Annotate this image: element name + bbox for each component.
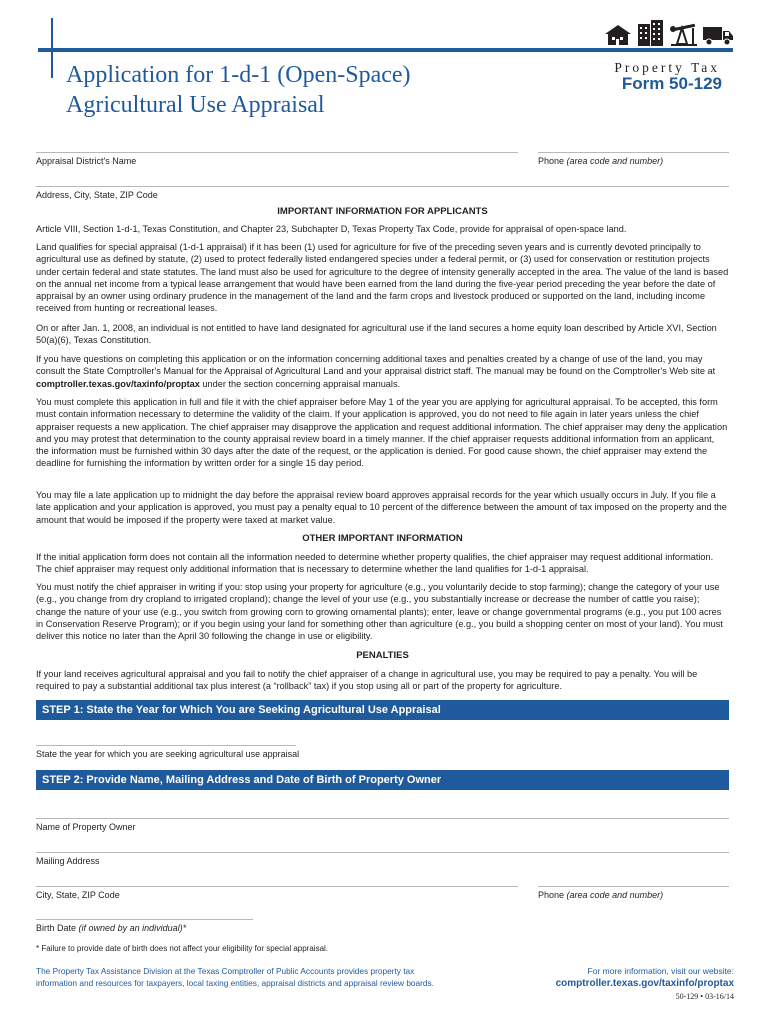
step2-banner: STEP 2: Provide Name, Mailing Address and Date of Birth of Property Owner — [36, 770, 729, 790]
form-category: Property Tax — [614, 60, 720, 75]
owner-phone-label: Phone — [538, 890, 565, 900]
comptroller-link[interactable]: comptroller.texas.gov/taxinfo/proptax — [36, 378, 200, 389]
birth-date-field[interactable] — [36, 919, 253, 933]
header-rule — [38, 48, 733, 52]
important-heading: IMPORTANT INFORMATION FOR APPLICANTS — [277, 206, 488, 217]
building-icon — [636, 18, 666, 46]
district-phone-field[interactable] — [538, 152, 729, 166]
owner-name-field[interactable] — [36, 818, 729, 832]
birth-date-hint: (if owned by an individual)* — [78, 923, 187, 933]
form-version: 50-129 • 03-16/14 — [675, 992, 734, 1001]
district-phone-hint: (area code and number) — [566, 156, 664, 166]
important-p5: You must complete this application in full and file it with the chief appraiser before May 1 of the year you are applying for agricultural appraisal. To be accepted, this form must contain information necessary to determine the validity of the claim. If your application is approved, you do not need to file again in later years unless the chief appraiser requests a new application. The chief appraiser may disapprove the application and request additional information. The chief appraiser may deny the application and you may protest that determination to the county appraisal review board in a timely manner. If the chief appraiser requests additional information from an applicant, the information must be furnished within 30 days after the date of the request, or the application is denied. For good cause shown, the chief appraiser may extend the deadline for furnishing the information by written order for a single 15 day period. — [36, 397, 728, 469]
footer-url-link[interactable]: comptroller.texas.gov/taxinfo/proptax — [555, 978, 734, 989]
owner-city-field[interactable] — [36, 886, 518, 900]
other-p1: If the initial application form does not contain all the information needed to determine whether property qualifies, the chief appraiser may request additional information. The chief appraiser may request only additional information that is necessary to determine whether the land qualifies for 1-d-1 appraisal. — [36, 552, 714, 575]
important-p4: If you have questions on completing this application or on the information concerning additional taxes and penalties created by a change of use of the land, you may consult the State Comptroller's Manual for the Appraisal of Agricultural Land and your appraisal district staff. The manual may be found on the Comptroller's Web site at comptroller.texas.gov/taxinfo/proptax under the section concerning appraisal manuals. — [36, 354, 716, 389]
other-p2: You must notify the chief appraiser in writing if you: stop using your property for agriculture (e.g., you voluntarily decide to stop farming); change the category of your use (e.g., you change from dry cropland to irrigated cropland); change the level of your use (e.g., you substantially increase or decrease the number of cattle you raise); change the nature of your use (e.g., you switch from growing corn to growing ornamental plants); enter, leave or change governmental programs (e.g., you put 100 acres in Conservation Reserve Program); or if you begin using your land for something other than agriculture (e.g., you build a shopping center on most of your land). You must deliver this notice no later than the April 30 following the change in use or eligibility. — [36, 582, 723, 642]
penalties-p1: If your land receives agricultural appraisal and you fail to notify the chief appraiser of a change in agricultural use, you may be required to pay a penalty. You will be required to pay a substantial additional tax plus interest (a “rollback” tax) if you stop using all or part of the property for agriculture. — [36, 669, 698, 692]
owner-name-label: Name of Property Owner — [36, 822, 136, 832]
form-number: Form 50-129 — [621, 74, 722, 93]
important-p3: On or after Jan. 1, 2008, an individual is not entitled to have land designated for agricultural use if the land secures a home equity loan described by Article XVI, Section 50(a)(6), Texas Constitution. — [36, 323, 717, 346]
step1-banner: STEP 1: State the Year for Which You are Seeking Agricultural Use Appraisal — [36, 700, 729, 720]
owner-phone-field[interactable] — [538, 886, 729, 900]
form-title-line1: Application for 1-d-1 (Open-Space) — [66, 62, 411, 88]
mailing-address-label: Mailing Address — [36, 856, 100, 866]
district-phone-label: Phone — [538, 156, 565, 166]
owner-phone-hint: (area code and number) — [566, 890, 664, 900]
birth-date-label: Birth Date — [36, 923, 77, 933]
other-heading: OTHER IMPORTANT INFORMATION — [302, 533, 463, 544]
seeking-year-label: State the year for which you are seeking agricultural use appraisal — [36, 749, 300, 759]
truck-icon — [702, 22, 734, 46]
form-title-line2: Agricultural Use Appraisal — [66, 92, 325, 118]
district-name-field[interactable] — [36, 152, 518, 166]
important-p2: Land qualifies for special appraisal (1-d-1 appraisal) if it has been (1) used for agriculture for five of the preceding seven years and is currently devoted principally to agricultural use as defined by statute, (2) used to protect federally listed endangered species under a federal permit, or (3) used for conservation or restitution projects under certain federal and state statutes. The land must also be used for agriculture to the degree of intensity generally accepted in the area. The value of the land is based on the annual net income from a typical lease arrangement that would have been earned from the land during the five-year period preceding the year before the date of appraisal by an owner using ordinary prudence in the management of the land and the farm crops and livestock produced or supported on the land, including income received from hunting or recreational leases. — [36, 242, 729, 314]
district-name-label: Appraisal District's Name — [36, 156, 137, 166]
important-p1: Article VIII, Section 1-d-1, Texas Constitution, and Chapter 23, Subchapter D, Texas Property Tax Code, provide for appraisal of open-space land. — [36, 224, 627, 234]
district-address-field[interactable] — [36, 186, 729, 200]
important-p6: You may file a late application up to midnight the day before the appraisal review board approves appraisal records for the year which usually occurs in July. If you file a late application and your application is approved, you must pay a penalty equal to 10 percent of the difference between the amount of tax imposed on the property and the amount that would be imposed if the property were taxed at market value. — [36, 490, 727, 525]
form-title — [66, 60, 411, 120]
mailing-address-field[interactable] — [36, 852, 729, 866]
birth-date-footnote: * Failure to provide date of birth does not affect your eligibility for special appraisal. — [36, 944, 329, 953]
district-address-label: Address, City, State, ZIP Code — [36, 190, 158, 200]
footer-description: The Property Tax Assistance Division at the Texas Comptroller of Public Accounts provides property tax information and resources for taxpayers, local taxing entities, appraisal districts and appraisal review boards. — [36, 966, 434, 988]
seeking-year-field[interactable] — [36, 745, 300, 759]
footer-website: For more information, visit our website: comptroller.texas.gov/taxinfo/proptax — [555, 966, 734, 989]
owner-city-label: City, State, ZIP Code — [36, 890, 120, 900]
house-icon — [603, 22, 633, 46]
oil-pump-icon — [669, 20, 699, 46]
penalties-heading: PENALTIES — [356, 650, 409, 661]
header-icons — [603, 16, 734, 46]
